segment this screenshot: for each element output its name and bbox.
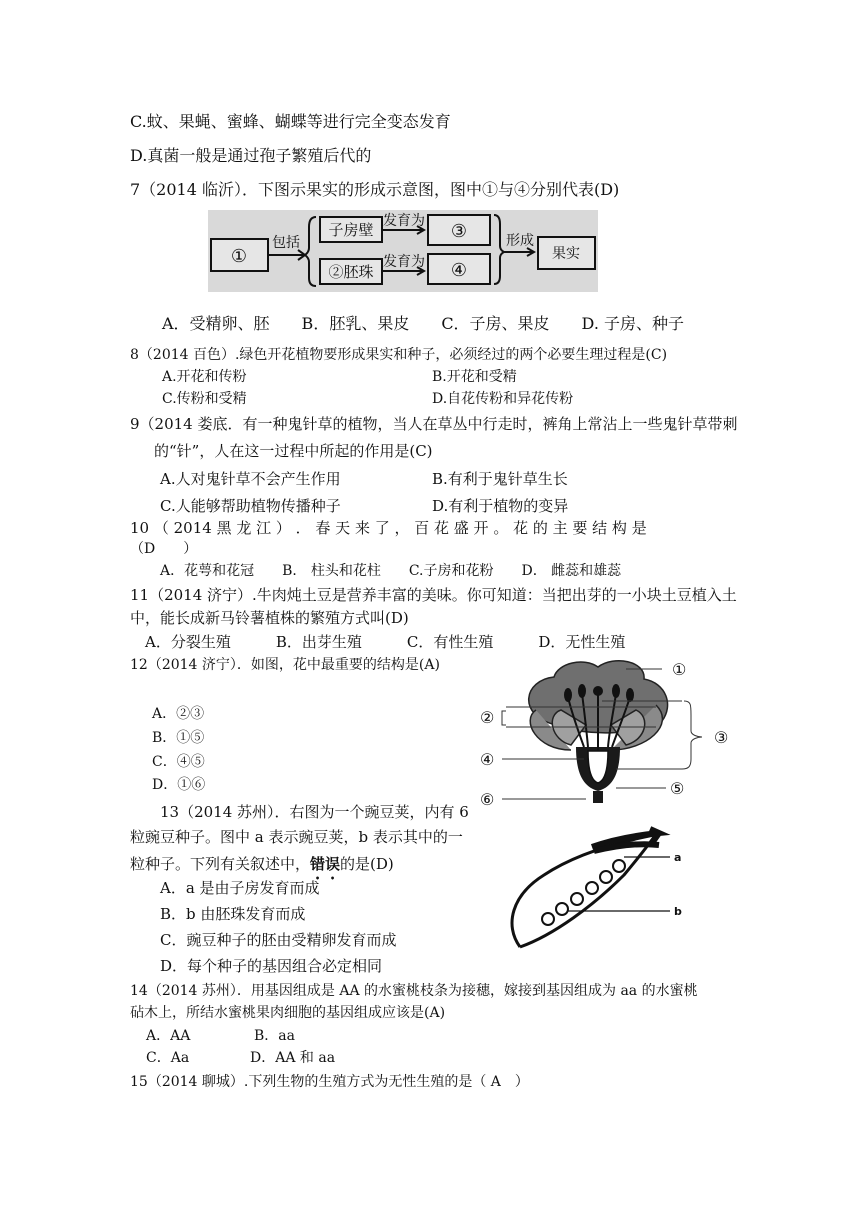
q13-stem-post: 的是(D) xyxy=(340,855,394,873)
q6-option-d: D.真菌一般是通过孢子繁殖后代的 xyxy=(130,146,372,165)
diagram-forms-label: 形成 xyxy=(506,233,534,249)
diagram-develops-1: 发育为 xyxy=(383,213,425,229)
q11-options: A．分裂生殖 B．出芽生殖 C．有性生殖 D．无性生殖 xyxy=(145,633,626,651)
q14-option-b: B．aa xyxy=(254,1028,295,1044)
q12-option-c: C．④⑤ xyxy=(152,754,205,770)
q12-option-b: B．①⑤ xyxy=(152,730,205,746)
flower-label-3: ③ xyxy=(714,728,729,747)
flower-label-1: ① xyxy=(672,660,687,679)
q12-option-d: D．①⑥ xyxy=(152,777,206,793)
flower-label-5: ⑤ xyxy=(670,779,685,798)
q7-options: A．受精卵、胚 B．胚乳、果皮 C．子房、果皮 D. 子房、种子 xyxy=(162,314,684,333)
q8-option-d: D.自花传粉和异花传粉 xyxy=(432,391,574,407)
q7-stem: 7（2014 临沂）．下图示果实的形成示意图，图中①与④分别代表(D) xyxy=(130,180,620,199)
diagram-box-4: ④ xyxy=(450,260,468,281)
q9-option-c: C.人能够帮助植物传播种子 xyxy=(160,497,341,515)
q12-option-a: A．②③ xyxy=(152,706,205,722)
q8-stem: 8（2014 百色）.绿色开花植物要形成果实和种子，必须经过的两个必要生理过程是(C) xyxy=(130,347,668,363)
q14-stem-line1: 14（2014 苏州）．用基因组成是 AA 的水蜜桃枝条为接穗，嫁接到基因组成为 aa 的水蜜桃 xyxy=(130,983,698,999)
q15-stem: 15（2014 聊城）.下列生物的生殖方式为无性生殖的是（ A ） xyxy=(130,1074,529,1090)
diagram-box-1: ① xyxy=(230,246,248,267)
flower-label-2: ② xyxy=(480,708,495,727)
q10-stem-line1: 10 （ 2014 黑 龙 江 ） ． 春 天 来 了 ， 百 花 盛 开 。 花 的 主 要 结 构 是 xyxy=(130,519,647,537)
q10-stem-line2: （D ） xyxy=(130,541,198,557)
q13-option-c: C．豌豆种子的胚由受精卵发育而成 xyxy=(160,931,397,949)
q12-stem: 12（2014 济宁）．如图，花中最重要的结构是(A) xyxy=(130,657,440,673)
diagram-develops-2: 发育为 xyxy=(383,254,425,270)
q13-stem-emphasis: 错误 xyxy=(310,855,341,873)
diagram-ovary-wall: 子房壁 xyxy=(328,221,374,239)
q13-option-a: A．a 是由子房发育而成 xyxy=(160,879,320,897)
flower-label-6: ⑥ xyxy=(480,790,495,809)
q14-option-d: D．AA 和 aa xyxy=(250,1050,336,1066)
q6-option-c: C.蚊、果蝇、蜜蜂、蝴蝶等进行完全变态发育 xyxy=(130,112,451,131)
q13-option-d: D．每个种子的基因组合必定相同 xyxy=(160,957,383,975)
diagram-fruit: 果实 xyxy=(552,246,580,262)
q8-option-b: B.开花和受精 xyxy=(432,369,517,385)
pea-label-a: a xyxy=(674,851,682,864)
diagram-ovule: ②胚珠 xyxy=(328,263,374,281)
flower-structure-diagram xyxy=(476,655,740,810)
q14-option-c: C．Aa xyxy=(146,1050,190,1066)
q14-option-a: A．AA xyxy=(146,1028,191,1044)
q13-stem-pre: 粒种子。下列有关叙述中， xyxy=(130,855,311,873)
q11-stem-line2: 中，能长成新马铃薯植株的繁殖方式叫(D) xyxy=(130,609,409,627)
q13-stem-line2: 粒豌豆种子。图中 a 表示豌豆荚，b 表示其中的一 xyxy=(130,828,463,846)
q9-stem-line1: 9（2014 娄底．有一种鬼针草的植物，当人在草丛中行走时，裤角上常沾上一些鬼针草带刺 xyxy=(130,415,738,433)
q9-option-b: B.有利于鬼针草生长 xyxy=(432,470,568,488)
pea-label-b: b xyxy=(674,905,682,918)
q13-option-b: B．b 由胚珠发育而成 xyxy=(160,905,306,923)
q9-stem-line2: 的“针”，人在这一过程中所起的作用是(C) xyxy=(154,442,433,460)
flower-label-4: ④ xyxy=(480,750,495,769)
diagram-includes-label: 包括 xyxy=(272,235,300,251)
q10-options: A．花萼和花冠 B． 柱头和花柱 C.子房和花粉 D． 雌蕊和雄蕊 xyxy=(160,563,622,579)
pea-pod-diagram xyxy=(474,825,706,955)
q8-option-a: A.开花和传粉 xyxy=(162,369,247,385)
fruit-formation-diagram xyxy=(208,210,598,292)
diagram-box-3: ③ xyxy=(450,221,468,242)
q9-option-d: D.有利于植物的变异 xyxy=(432,497,569,515)
q14-stem-line2: 砧木上，所结水蜜桃果肉细胞的基因组成应该是(A) xyxy=(130,1005,446,1021)
q9-option-a: A.人对鬼针草不会产生作用 xyxy=(160,470,341,488)
q8-option-c: C.传粉和受精 xyxy=(162,391,247,407)
q13-stem-line1: 13（2014 苏州）．右图为一个豌豆荚，内有 6 xyxy=(160,803,469,821)
q11-stem-line1: 11（2014 济宁）.牛肉炖土豆是营养丰富的美味。你可知道：当把出芽的一小块土豆植入土 xyxy=(130,586,737,604)
